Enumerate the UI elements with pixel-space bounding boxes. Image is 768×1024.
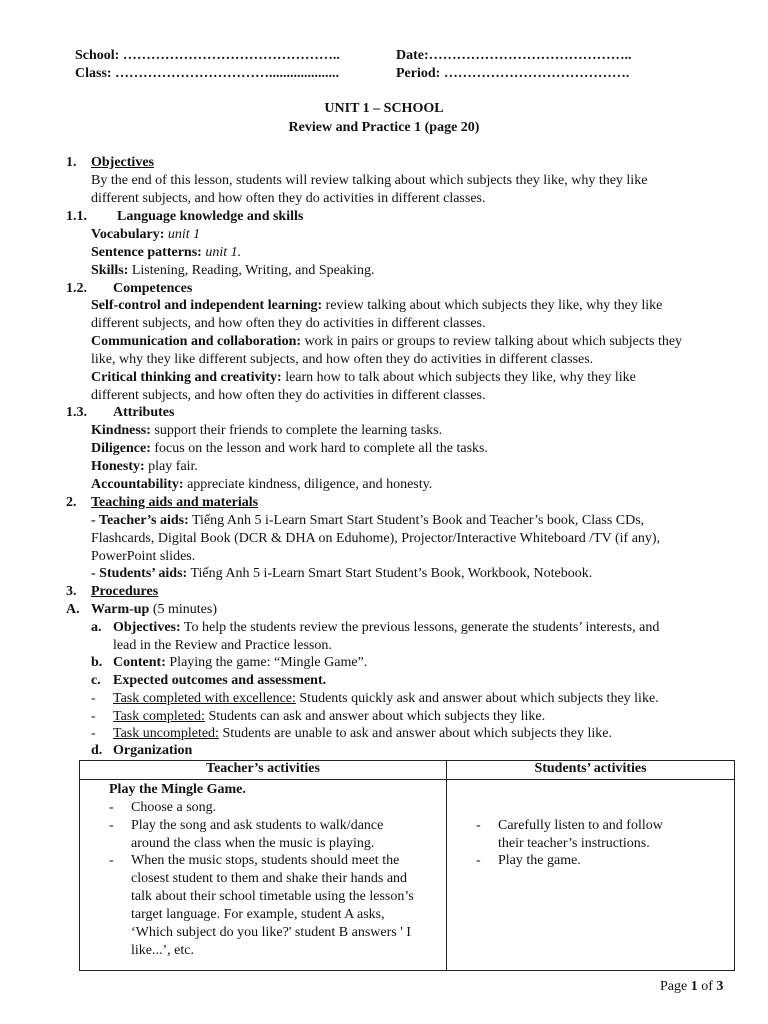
communication-text: work in pairs or groups to review talking about which subjects they [304, 334, 683, 349]
page-prefix: Page [660, 979, 688, 994]
students-activities-cell [447, 780, 735, 971]
accountability-line [91, 477, 432, 493]
teacher-activity-line: ‘Which subject do you like?' student B answers ' I [131, 925, 411, 940]
section-number: 1. [66, 155, 77, 170]
unit-title: UNIT 1 – SCHOOL [324, 101, 444, 116]
section-number: 1.1. [66, 209, 87, 224]
objectives-heading: Objectives [91, 155, 154, 170]
critical-thinking-text: different subjects, and how often they do activities in different classes. [91, 388, 486, 403]
accountability-label: Accountability: [91, 477, 184, 492]
bullet-dash: - [109, 853, 114, 868]
competences-heading: Competences [113, 281, 193, 296]
section-number: 1.2. [66, 281, 87, 296]
teacher-aids-text: Tiếng Anh 5 i-Learn Smart Start Student’s Book and Teacher’s book, Class CDs, [191, 513, 645, 528]
honesty-value: play fair. [148, 459, 198, 474]
teacher-activities-cell [80, 780, 447, 971]
item-letter: c. [91, 673, 101, 688]
diligence-label: Diligence: [91, 441, 151, 456]
outcome-completed [113, 709, 545, 725]
kindness-label: Kindness: [91, 423, 151, 438]
warm-up-objectives [113, 620, 659, 636]
kindness-value: support their friends to complete the learning tasks. [154, 423, 443, 438]
teacher-activity-line: around the class when the music is playing. [131, 836, 375, 851]
sentence-patterns-line [91, 245, 241, 261]
student-activity-line: Carefully listen to and follow [498, 818, 663, 833]
honesty-label: Honesty: [91, 459, 145, 474]
communication-line [91, 334, 682, 350]
warm-up-duration: (5 minutes) [152, 602, 217, 617]
attributes-heading: Attributes [113, 405, 175, 420]
warm-up-line [91, 602, 217, 618]
table-header-row [80, 761, 735, 780]
teacher-activity-line: target language. For example, student A asks, [131, 907, 385, 922]
objectives-text: different subjects, and how often they do activities in different classes. [91, 191, 486, 206]
organization-heading: Organization [113, 743, 193, 758]
teaching-aids-heading: Teaching aids and materials [91, 495, 259, 510]
warm-up-heading: Warm-up [91, 602, 150, 617]
bullet-dash: - [109, 818, 114, 833]
skills-line [91, 263, 374, 279]
warm-up-content-text: Playing the game: “Mingle Game”. [169, 655, 368, 670]
page-number [660, 979, 723, 995]
communication-text: like, why they like different subjects, and how often they do activities in different classes. [91, 352, 594, 367]
kindness-line [91, 423, 442, 439]
critical-thinking-text: learn how to talk about which subjects they like, why they like [285, 370, 636, 385]
teacher-activity-line: like...’, etc. [131, 943, 194, 958]
communication-label: Communication and collaboration: [91, 334, 302, 349]
bullet-dash: - [476, 818, 481, 833]
warm-up-objectives-text: lead in the Review and Practice lesson. [113, 638, 332, 653]
honesty-line [91, 459, 198, 475]
critical-thinking-label: Critical thinking and creativity: [91, 370, 282, 385]
current-page: 1 [690, 979, 698, 994]
bullet-dash: - [476, 853, 481, 868]
teacher-aids-text: Flashcards, Digital Book (DCR & DHA on Eduhome), Projector/Interactive Whiteboard /TV (if any), [91, 531, 661, 546]
section-number: 2. [66, 495, 77, 510]
vocabulary-value: unit 1 [167, 227, 201, 242]
table-row [80, 780, 735, 971]
teacher-activity-line: talk about their school timetable using the lesson’s [131, 889, 414, 904]
language-knowledge-heading: Language knowledge and skills [117, 209, 304, 224]
diligence-value: focus on the lesson and work hard to complete all the tasks. [154, 441, 488, 456]
teacher-aids-label: - Teacher’s aids: [91, 513, 189, 528]
section-number: 3. [66, 584, 77, 599]
teacher-activity-line: closest student to them and shake their hands and [131, 871, 408, 886]
school-field: School: ……………………………………….. [75, 48, 340, 63]
teacher-activity-title: Play the Mingle Game. [109, 782, 246, 797]
teacher-activity-line: When the music stops, students should meet the [131, 853, 400, 868]
bullet-dash: - [91, 726, 96, 741]
warm-up-content-label: Content: [113, 655, 166, 670]
self-control-text: different subjects, and how often they do activities in different classes. [91, 316, 486, 331]
self-control-label: Self-control and independent learning: [91, 298, 323, 313]
warm-up-content [113, 655, 367, 671]
teacher-activity-line: Play the song and ask students to walk/dance [131, 818, 384, 833]
total-pages: 3 [716, 979, 724, 994]
item-letter: d. [91, 743, 103, 758]
sentence-patterns-label: Sentence patterns: [91, 245, 202, 260]
section-letter: A. [66, 602, 80, 617]
outcome-label: Task completed: [113, 709, 205, 724]
students-aids-text: Tiếng Anh 5 i-Learn Smart Start Student’s Book, Workbook, Notebook. [190, 566, 593, 581]
objectives-text: By the end of this lesson, students will review talking about which subjects they like, why they like [91, 173, 648, 188]
vocabulary-label: Vocabulary: [91, 227, 165, 242]
outcome-text: Students can ask and answer about which subjects they like. [208, 709, 546, 724]
vocabulary-line [91, 227, 200, 243]
warm-up-objectives-text: To help the students review the previous lessons, generate the students’ interests, and [183, 620, 660, 635]
self-control-line [91, 298, 662, 314]
student-activity-line: their teacher’s instructions. [498, 836, 650, 851]
sentence-patterns-value: unit 1. [205, 245, 242, 260]
date-field: Date:…………………………………….. [396, 48, 632, 63]
period-field: Period: …………………………………. [396, 66, 630, 81]
bullet-dash: - [109, 800, 114, 815]
teacher-aids-text: PowerPoint slides. [91, 549, 196, 564]
outcome-excellence [113, 691, 659, 707]
bullet-dash: - [91, 709, 96, 724]
diligence-line [91, 441, 488, 457]
teacher-aids-line [91, 513, 644, 529]
outcome-text: Students are unable to ask and answer about which subjects they like. [222, 726, 613, 741]
teacher-activity-line: Choose a song. [131, 800, 217, 815]
class-field: Class: …………………………….................... [75, 66, 340, 81]
students-aids-label: - Students’ aids: [91, 566, 188, 581]
critical-thinking-line [91, 370, 636, 386]
skills-value: Listening, Reading, Writing, and Speaking. [131, 263, 375, 278]
student-activity-line: Play the game. [498, 853, 581, 868]
page-of: of [701, 979, 713, 994]
organization-table [79, 760, 735, 971]
procedures-heading: Procedures [91, 584, 159, 599]
students-activities-header: Students’ activities [447, 761, 735, 780]
outcome-label: Task uncompleted: [113, 726, 219, 741]
item-letter: b. [91, 655, 103, 670]
bullet-dash: - [91, 691, 96, 706]
warm-up-objectives-label: Objectives: [113, 620, 181, 635]
students-aids-line [91, 566, 592, 582]
outcome-uncompleted [113, 726, 612, 742]
skills-label: Skills: [91, 263, 129, 278]
accountability-value: appreciate kindness, diligence, and honesty. [187, 477, 433, 492]
self-control-text: review talking about which subjects they like, why they like [325, 298, 663, 313]
lesson-title: Review and Practice 1 (page 20) [288, 120, 480, 135]
outcome-label: Task completed with excellence: [113, 691, 296, 706]
teacher-activities-header: Teacher’s activities [80, 761, 447, 780]
outcome-text: Students quickly ask and answer about which subjects they like. [299, 691, 659, 706]
expected-outcomes-heading: Expected outcomes and assessment. [113, 673, 327, 688]
section-number: 1.3. [66, 405, 87, 420]
item-letter: a. [91, 620, 102, 635]
